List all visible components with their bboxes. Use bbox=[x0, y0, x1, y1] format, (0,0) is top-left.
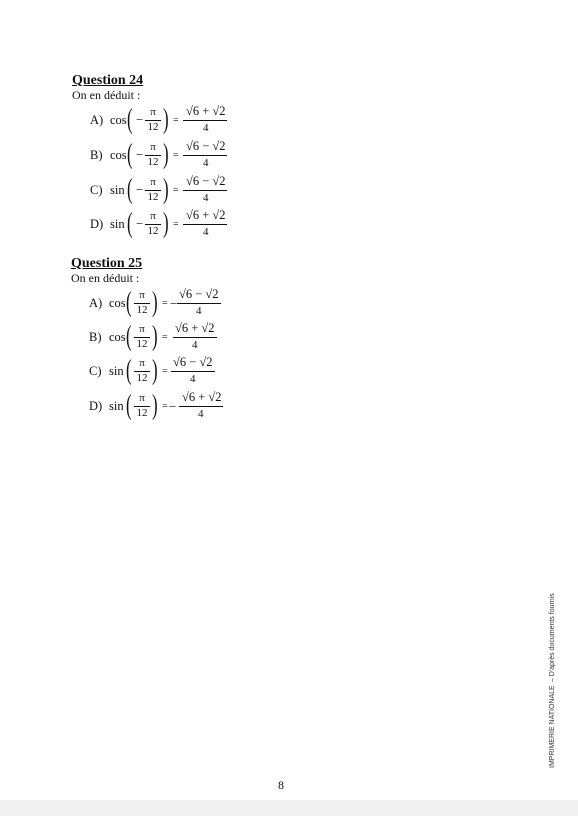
rhs-denominator: 4 bbox=[203, 122, 209, 134]
left-paren: ( bbox=[126, 355, 132, 386]
rhs-numerator: √6 − √2 bbox=[173, 355, 213, 369]
fraction-denominator: 12 bbox=[136, 304, 148, 316]
fraction-numerator: π bbox=[139, 289, 145, 301]
rhs-fraction-bar bbox=[183, 190, 227, 191]
answer-option-d[interactable] bbox=[90, 208, 250, 240]
right-paren: ) bbox=[163, 104, 169, 135]
rhs-fraction-bar bbox=[183, 155, 227, 156]
left-paren: ( bbox=[127, 139, 133, 170]
equals-sign: = bbox=[162, 332, 168, 343]
question-24 bbox=[72, 73, 226, 239]
fraction-numerator: π bbox=[139, 392, 145, 404]
fraction-numerator: π bbox=[150, 176, 156, 188]
minus-sign: − bbox=[136, 112, 144, 127]
fraction-denominator: 12 bbox=[136, 372, 148, 384]
rhs-numerator: √6 + √2 bbox=[186, 104, 226, 118]
rhs-numerator: √6 + √2 bbox=[175, 321, 215, 335]
trig-function: cos bbox=[110, 113, 127, 127]
fraction-numerator: π bbox=[139, 323, 145, 335]
left-paren: ( bbox=[126, 390, 132, 421]
trig-function: cos bbox=[109, 330, 126, 344]
left-paren: ( bbox=[127, 104, 133, 135]
minus-sign: − bbox=[136, 147, 144, 162]
left-paren: ( bbox=[127, 208, 133, 239]
minus-sign: − bbox=[136, 182, 144, 197]
option-letter: A) bbox=[90, 113, 104, 127]
rhs-fraction-bar bbox=[183, 120, 227, 121]
trig-function: sin bbox=[110, 217, 125, 231]
question-title: Question 25 bbox=[71, 256, 143, 271]
equals-sign: = bbox=[173, 115, 179, 126]
rhs-denominator: 4 bbox=[198, 408, 204, 420]
right-paren: ) bbox=[152, 287, 158, 318]
fraction-numerator: π bbox=[150, 141, 156, 153]
fraction-numerator: π bbox=[150, 210, 156, 222]
rhs-denominator: 4 bbox=[196, 305, 202, 317]
fraction-denominator: 12 bbox=[147, 191, 159, 203]
fraction-denominator: 12 bbox=[136, 338, 148, 350]
printer-name: IMPRIMERIE NATIONALE bbox=[549, 685, 556, 768]
rhs-fraction-bar bbox=[183, 224, 227, 225]
answer-option-d[interactable] bbox=[89, 390, 249, 422]
equals-sign: = bbox=[173, 219, 179, 230]
left-paren: ( bbox=[127, 174, 133, 205]
answer-option-c[interactable] bbox=[90, 174, 250, 206]
rhs-denominator: 4 bbox=[203, 226, 209, 238]
page-bottom-edge bbox=[0, 800, 578, 816]
rhs-sign: − bbox=[169, 399, 177, 414]
equals-sign: = bbox=[162, 298, 168, 309]
rhs-denominator: 4 bbox=[203, 157, 209, 169]
printer-imprint bbox=[548, 593, 556, 768]
trig-function: cos bbox=[109, 296, 126, 310]
equals-sign: = bbox=[173, 185, 179, 196]
question-title: Question 24 bbox=[72, 73, 144, 88]
rhs-denominator: 4 bbox=[192, 339, 198, 351]
right-paren: ) bbox=[152, 321, 158, 352]
right-paren: ) bbox=[163, 174, 169, 205]
option-letter: C) bbox=[90, 183, 103, 197]
fraction-denominator: 12 bbox=[136, 407, 148, 419]
answer-option-a[interactable] bbox=[90, 104, 250, 136]
fraction-denominator: 12 bbox=[147, 156, 159, 168]
trig-function: cos bbox=[110, 148, 127, 162]
rhs-fraction-bar bbox=[171, 371, 215, 372]
equals-sign: = bbox=[162, 366, 168, 377]
rhs-denominator: 4 bbox=[203, 192, 209, 204]
fraction-denominator: 12 bbox=[147, 225, 159, 237]
option-letter: C) bbox=[89, 364, 102, 378]
question-intro: On en déduit : bbox=[72, 88, 141, 102]
question-25 bbox=[71, 256, 222, 421]
equals-sign: = bbox=[173, 150, 179, 161]
answer-option-b[interactable] bbox=[89, 321, 249, 353]
rhs-numerator: √6 − √2 bbox=[179, 287, 219, 301]
option-letter: B) bbox=[90, 148, 103, 162]
left-paren: ( bbox=[126, 287, 132, 318]
rhs-numerator: √6 − √2 bbox=[186, 174, 226, 188]
right-paren: ) bbox=[152, 390, 158, 421]
rhs-numerator: √6 + √2 bbox=[186, 208, 226, 222]
answer-option-c[interactable] bbox=[89, 355, 249, 387]
option-letter: D) bbox=[90, 217, 104, 231]
rhs-numerator: √6 − √2 bbox=[186, 139, 226, 153]
page-number: 8 bbox=[278, 778, 284, 792]
right-paren: ) bbox=[152, 355, 158, 386]
option-letter: B) bbox=[89, 330, 102, 344]
fraction-numerator: π bbox=[139, 357, 145, 369]
fraction-numerator: π bbox=[150, 106, 156, 118]
option-letter: A) bbox=[89, 296, 103, 310]
right-paren: ) bbox=[163, 208, 169, 239]
answer-option-b[interactable] bbox=[90, 139, 250, 171]
trig-function: sin bbox=[110, 183, 125, 197]
rhs-fraction-bar bbox=[179, 406, 223, 407]
minus-sign: − bbox=[136, 216, 144, 231]
question-intro: On en déduit : bbox=[71, 271, 140, 285]
option-letter: D) bbox=[89, 399, 103, 413]
trig-function: sin bbox=[109, 364, 124, 378]
trig-function: sin bbox=[109, 399, 124, 413]
right-paren: ) bbox=[163, 139, 169, 170]
rhs-numerator: √6 + √2 bbox=[182, 390, 222, 404]
rhs-fraction-bar bbox=[173, 337, 217, 338]
equals-sign: = bbox=[162, 401, 168, 412]
left-paren: ( bbox=[126, 321, 132, 352]
source-note: – D'après documents fournis bbox=[549, 593, 556, 683]
rhs-fraction-bar bbox=[177, 303, 221, 304]
rhs-denominator: 4 bbox=[190, 373, 196, 385]
fraction-denominator: 12 bbox=[147, 121, 159, 133]
rhs-sign: − bbox=[170, 296, 178, 311]
answer-option-a[interactable] bbox=[89, 287, 249, 319]
